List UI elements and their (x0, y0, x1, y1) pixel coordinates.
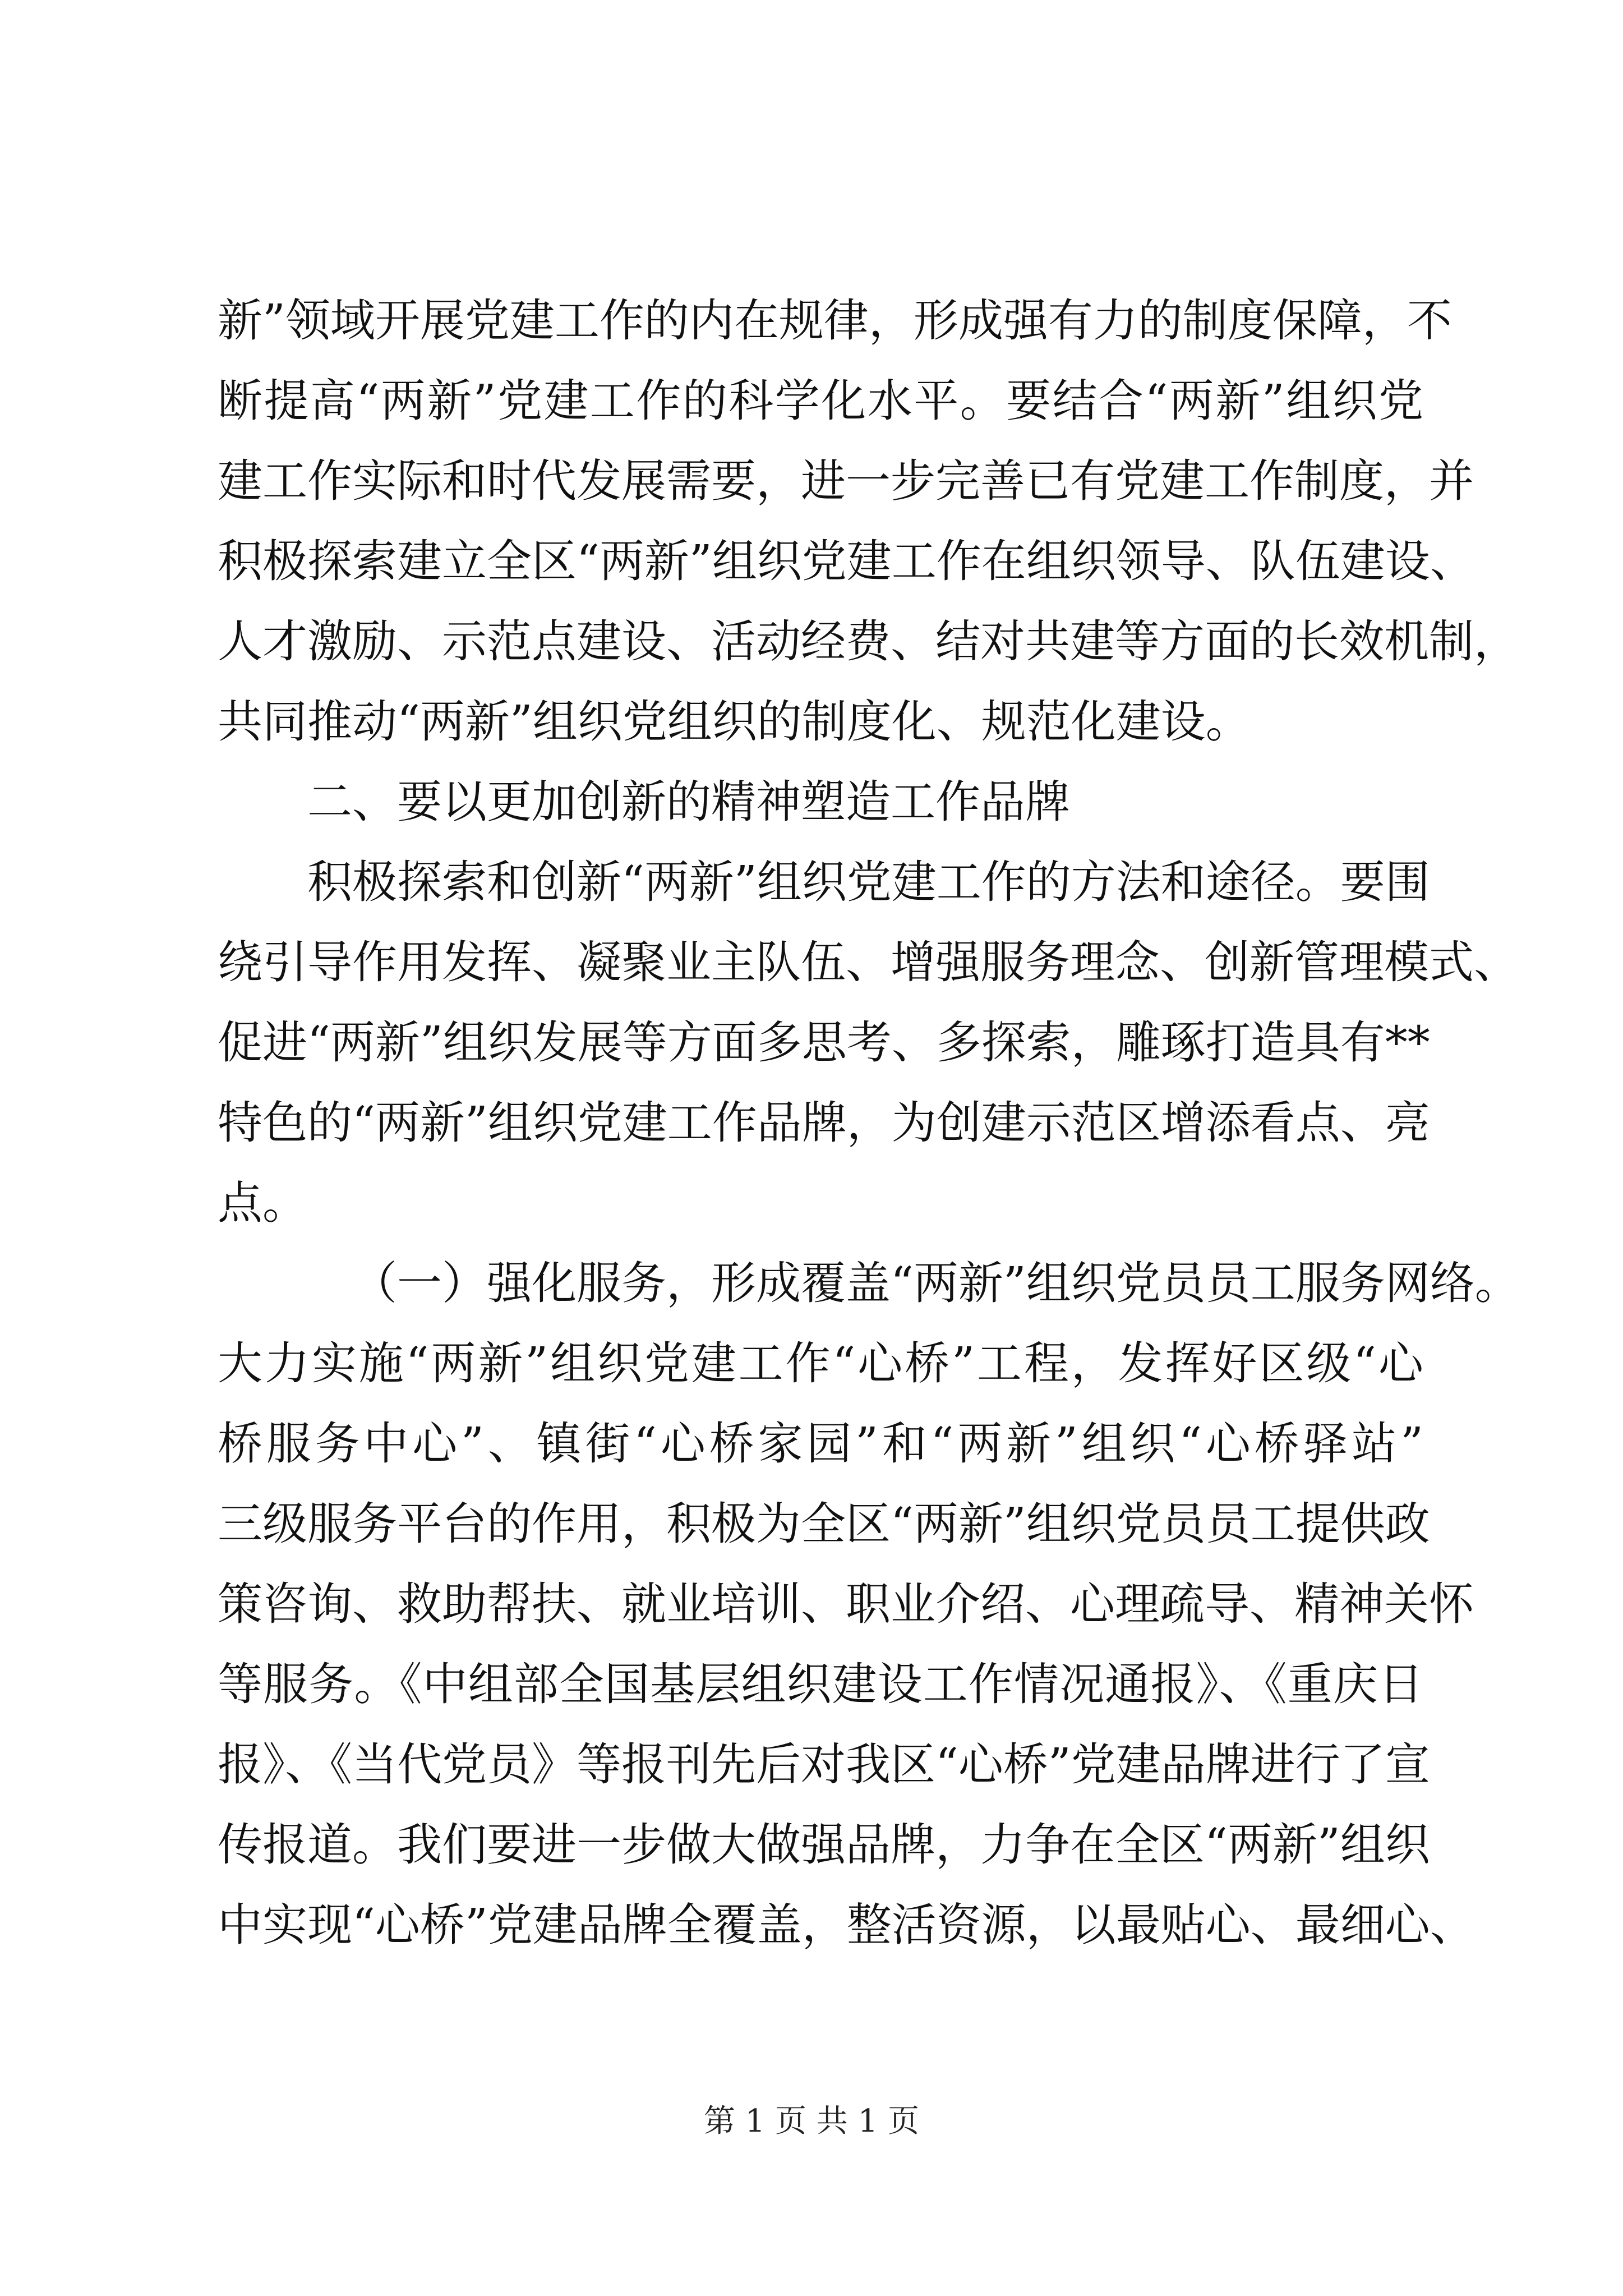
text-line: 绕引导作用发挥、凝聚业主队伍、增强服务理念、创新管理模式、 (218, 936, 1519, 988)
text-line: 点。 (218, 1177, 307, 1229)
text-line: 人才激励、示范点建设、活动经费、结对共建等方面的长效机制， (218, 615, 1519, 668)
page-footer: 第 1 页 共 1 页 (703, 2103, 920, 2139)
text-line: 新”领域开展党建工作的内在规律，形成强有力的制度保障，不 (218, 295, 1452, 347)
text-line: 共同推动“两新”组织党组织的制度化、规范化建设。 (218, 696, 1251, 748)
text-line: 桥服务中心”、镇街“心桥家园”和“两新”组织“心桥驿站” (218, 1418, 1423, 1470)
text-line: 积极探索和创新“两新”组织党建工作的方法和途径。要围 (307, 856, 1430, 908)
text-line: 断提高“两新”党建工作的科学化水平。要结合“两新”组织党 (218, 375, 1423, 427)
text-line: 促进“两新”组织发展等方面多思考、多探索，雕琢打造具有** (218, 1016, 1430, 1069)
text-line: 等服务。《中组部全国基层组织建设工作情况通报》、《重庆日 (218, 1658, 1423, 1710)
text-line: 报》、《当代党员》等报刊先后对我区“心桥”党建品牌进行了宣 (218, 1738, 1430, 1791)
text-line: 积极探索建立全区“两新”组织党建工作在组织领导、队伍建设、 (218, 535, 1475, 587)
text-line: 大力实施“两新”组织党建工作“心桥”工程，发挥好区级“心 (218, 1337, 1423, 1389)
text-line: 特色的“两新”组织党建工作品牌，为创建示范区增添看点、亮 (218, 1097, 1430, 1149)
section-heading: 二、要以更加创新的精神塑造工作品牌 (307, 776, 1070, 828)
text-line: 建工作实际和时代发展需要，进一步完善已有党建工作制度，并 (218, 455, 1474, 507)
document-body (218, 280, 1520, 1965)
text-line: 中实现“心桥”党建品牌全覆盖，整活资源，以最贴心、最细心、 (218, 1899, 1475, 1951)
text-line: 传报道。我们要进一步做大做强品牌，力争在全区“两新”组织 (218, 1819, 1430, 1871)
text-line: 策咨询、救助帮扶、就业培训、职业介绍、心理疏导、精神关怀 (218, 1578, 1474, 1630)
text-line: 三级服务平台的作用，积极为全区“两新”组织党员员工提供政 (218, 1498, 1430, 1550)
subsection-heading: （一）强化服务，形成覆盖“两新”组织党员员工服务网络。 (352, 1257, 1520, 1309)
